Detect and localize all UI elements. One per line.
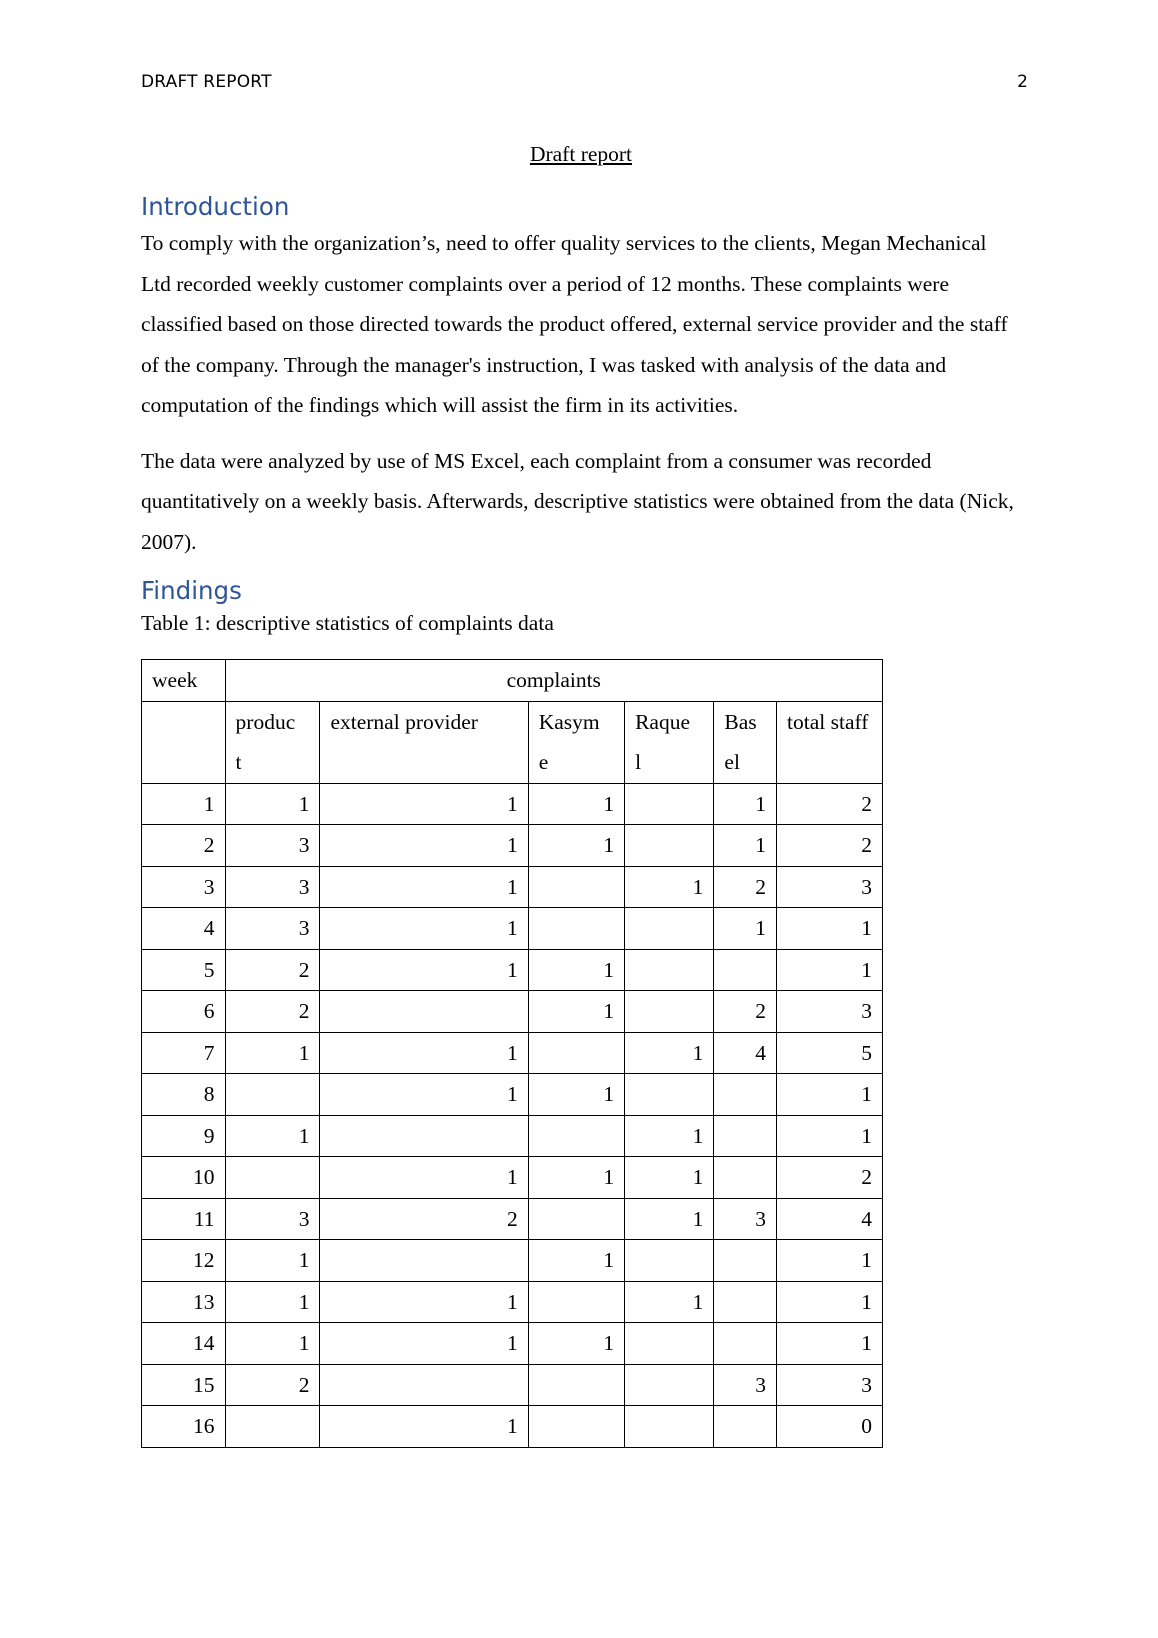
cell-basel: 3 — [714, 1364, 777, 1406]
cell-kasyme — [528, 1032, 624, 1074]
cell-raquel — [625, 991, 714, 1033]
cell-product: 3 — [225, 1198, 320, 1240]
document-title: Draft report — [529, 142, 633, 166]
cell-raquel — [625, 783, 714, 825]
cell-product: 1 — [225, 783, 320, 825]
cell-basel: 3 — [714, 1198, 777, 1240]
cell-total: 1 — [777, 1240, 883, 1282]
cell-external: 2 — [320, 1198, 528, 1240]
cell-week: 2 — [142, 825, 226, 867]
subheader-basel-line-2: el — [724, 750, 740, 774]
table-row — [142, 908, 883, 950]
cell-raquel: 1 — [625, 1032, 714, 1074]
cell-product: 3 — [225, 866, 320, 908]
cell-kasyme — [528, 866, 624, 908]
cell-basel: 2 — [714, 866, 777, 908]
cell-basel: 4 — [714, 1032, 777, 1074]
cell-total: 2 — [777, 1157, 883, 1199]
cell-raquel: 1 — [625, 1198, 714, 1240]
table-header-row — [142, 660, 883, 702]
complaints-table — [141, 659, 883, 1448]
subheader-raquel — [625, 701, 714, 783]
cell-external: 1 — [320, 1157, 528, 1199]
cell-total: 1 — [777, 1323, 883, 1365]
cell-external: 1 — [320, 1323, 528, 1365]
cell-product: 1 — [225, 1281, 320, 1323]
table-row — [142, 866, 883, 908]
cell-total: 2 — [777, 783, 883, 825]
cell-kasyme — [528, 1364, 624, 1406]
cell-week: 9 — [142, 1115, 226, 1157]
cell-total: 2 — [777, 825, 883, 867]
cell-product — [225, 1074, 320, 1116]
cell-raquel: 1 — [625, 1281, 714, 1323]
cell-basel: 1 — [714, 908, 777, 950]
cell-product — [225, 1406, 320, 1448]
running-head: DRAFT REPORT — [141, 72, 272, 92]
cell-week: 14 — [142, 1323, 226, 1365]
cell-kasyme: 1 — [528, 825, 624, 867]
cell-basel — [714, 1115, 777, 1157]
cell-product: 2 — [225, 1364, 320, 1406]
table-row — [142, 991, 883, 1033]
cell-raquel — [625, 1406, 714, 1448]
document-body — [141, 138, 1021, 1448]
cell-kasyme: 1 — [528, 1074, 624, 1116]
table-row — [142, 825, 883, 867]
cell-week: 8 — [142, 1074, 226, 1116]
cell-kasyme — [528, 1198, 624, 1240]
cell-total: 0 — [777, 1406, 883, 1448]
cell-raquel: 1 — [625, 1157, 714, 1199]
cell-product: 2 — [225, 991, 320, 1033]
cell-kasyme — [528, 908, 624, 950]
cell-external: 1 — [320, 1032, 528, 1074]
header-complaints: complaints — [225, 660, 882, 702]
cell-week: 5 — [142, 949, 226, 991]
cell-week: 12 — [142, 1240, 226, 1282]
cell-raquel: 1 — [625, 866, 714, 908]
cell-product: 1 — [225, 1323, 320, 1365]
cell-total: 1 — [777, 1281, 883, 1323]
cell-week: 13 — [142, 1281, 226, 1323]
subheader-product — [225, 701, 320, 783]
subheader-basel-line-1: Bas — [724, 709, 757, 734]
table-row — [142, 1032, 883, 1074]
cell-week: 11 — [142, 1198, 226, 1240]
cell-external — [320, 1115, 528, 1157]
cell-week: 15 — [142, 1364, 226, 1406]
cell-week: 6 — [142, 991, 226, 1033]
cell-raquel — [625, 1240, 714, 1282]
cell-basel: 1 — [714, 783, 777, 825]
cell-kasyme: 1 — [528, 991, 624, 1033]
cell-week: 4 — [142, 908, 226, 950]
cell-week: 1 — [142, 783, 226, 825]
cell-kasyme — [528, 1115, 624, 1157]
cell-external — [320, 1364, 528, 1406]
cell-external: 1 — [320, 1281, 528, 1323]
subheader-kasyme-line-1: Kasym — [538, 709, 600, 734]
subheader-product-line-1: produc — [235, 709, 296, 734]
cell-raquel — [625, 1364, 714, 1406]
cell-external: 1 — [320, 783, 528, 825]
cell-basel — [714, 1323, 777, 1365]
introduction-heading: Introduction — [141, 192, 290, 221]
cell-kasyme — [528, 1281, 624, 1323]
cell-raquel — [625, 1074, 714, 1116]
subheader-basel — [714, 701, 777, 783]
cell-total: 3 — [777, 991, 883, 1033]
cell-kasyme: 1 — [528, 949, 624, 991]
cell-week: 7 — [142, 1032, 226, 1074]
table-row — [142, 1115, 883, 1157]
cell-product: 2 — [225, 949, 320, 991]
cell-total: 1 — [777, 949, 883, 991]
cell-external: 1 — [320, 908, 528, 950]
cell-kasyme — [528, 1406, 624, 1448]
cell-product: 3 — [225, 825, 320, 867]
introduction-paragraph-1: To comply with the organization’s, need to offer quality services to the clients, Megan Mechanical Ltd recorded weekly customer complaints over a period of 12 months. These complaints were classified based on those directed towards the product offered, external service provider and the staff of the company. Through the manager's instruction, I was tasked with analysis of the data and computation of the findings which will assist the firm in its activities. — [141, 231, 1008, 417]
subheader-kasyme — [528, 701, 624, 783]
cell-total: 4 — [777, 1198, 883, 1240]
table-subheader-row — [142, 701, 883, 783]
subheader-product-line-2: t — [235, 750, 242, 774]
cell-total: 3 — [777, 1364, 883, 1406]
table-row — [142, 1323, 883, 1365]
cell-week: 16 — [142, 1406, 226, 1448]
table-row — [142, 1240, 883, 1282]
cell-external: 1 — [320, 825, 528, 867]
subheader-raquel-line-1: Raque — [635, 709, 691, 734]
cell-external: 1 — [320, 866, 528, 908]
cell-kasyme: 1 — [528, 783, 624, 825]
cell-product — [225, 1157, 320, 1199]
cell-kasyme: 1 — [528, 1323, 624, 1365]
table-row — [142, 1281, 883, 1323]
cell-basel — [714, 1406, 777, 1448]
cell-product: 1 — [225, 1240, 320, 1282]
cell-product: 1 — [225, 1115, 320, 1157]
cell-external: 1 — [320, 949, 528, 991]
subheader-empty — [142, 701, 226, 783]
table-row — [142, 1198, 883, 1240]
cell-basel — [714, 1240, 777, 1282]
table-row — [142, 1074, 883, 1116]
cell-raquel — [625, 908, 714, 950]
table-row — [142, 949, 883, 991]
cell-product: 1 — [225, 1032, 320, 1074]
cell-raquel — [625, 1323, 714, 1365]
cell-total: 1 — [777, 1074, 883, 1116]
findings-heading: Findings — [141, 576, 242, 605]
subheader-external-provider: external provider — [320, 701, 528, 783]
cell-raquel — [625, 825, 714, 867]
table-caption: Table 1: descriptive statistics of complaints data — [141, 611, 554, 635]
cell-basel — [714, 1074, 777, 1116]
cell-product: 3 — [225, 908, 320, 950]
cell-basel: 2 — [714, 991, 777, 1033]
cell-total: 1 — [777, 908, 883, 950]
cell-external: 1 — [320, 1406, 528, 1448]
cell-week: 10 — [142, 1157, 226, 1199]
cell-external: 1 — [320, 1074, 528, 1116]
cell-basel — [714, 949, 777, 991]
cell-kasyme: 1 — [528, 1157, 624, 1199]
subheader-kasyme-line-2: e — [538, 750, 549, 774]
cell-raquel — [625, 949, 714, 991]
cell-basel: 1 — [714, 825, 777, 867]
cell-total: 1 — [777, 1115, 883, 1157]
cell-raquel: 1 — [625, 1115, 714, 1157]
cell-basel — [714, 1157, 777, 1199]
cell-total: 5 — [777, 1032, 883, 1074]
cell-kasyme: 1 — [528, 1240, 624, 1282]
introduction-paragraph-2: The data were analyzed by use of MS Excel, each complaint from a consumer was recorded quantitatively on a weekly basis. Afterwards, descriptive statistics were obtained from the data (Nick, 2007). — [141, 448, 1014, 554]
cell-total: 3 — [777, 866, 883, 908]
table-row — [142, 1364, 883, 1406]
cell-external — [320, 991, 528, 1033]
header-week: week — [142, 660, 226, 702]
cell-week: 3 — [142, 866, 226, 908]
table-row — [142, 1157, 883, 1199]
table-row — [142, 783, 883, 825]
cell-basel — [714, 1281, 777, 1323]
page-number: 2 — [1017, 72, 1028, 92]
subheader-raquel-line-2: l — [635, 750, 642, 774]
subheader-total-staff: total staff — [777, 701, 883, 783]
table-row — [142, 1406, 883, 1448]
cell-external — [320, 1240, 528, 1282]
